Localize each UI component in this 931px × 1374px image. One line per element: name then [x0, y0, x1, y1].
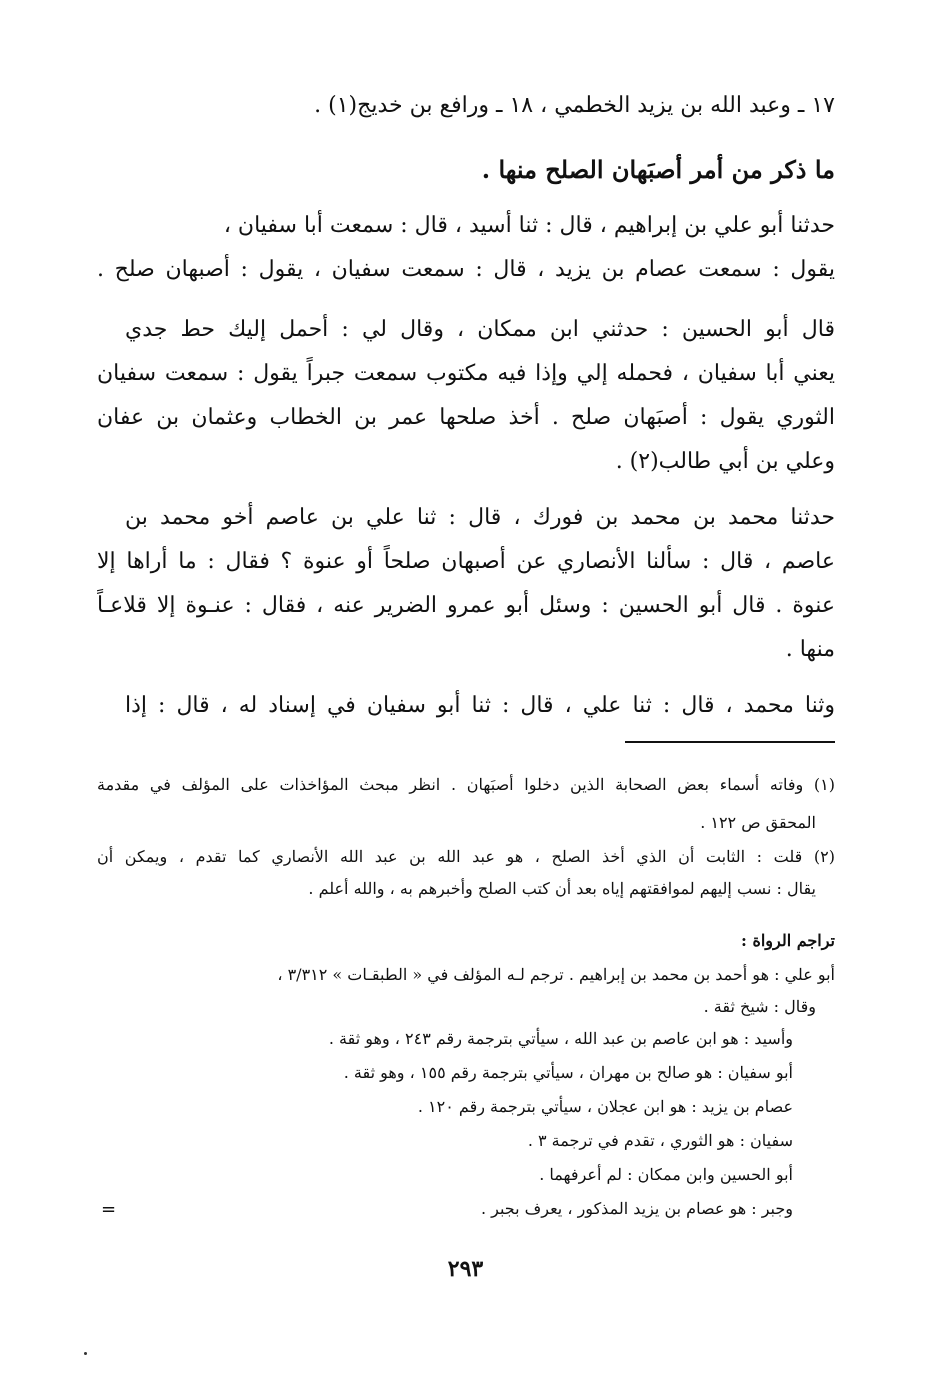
narrator-item: أبو الحسين وابن ممكان : لم أعرفهما .: [539, 1165, 793, 1184]
narrators-heading: تراجم الرواة :: [740, 931, 835, 950]
paragraph-2-line-2: يعني أبا سفيان ، فحمله إلي وإذا فيه مكتوب سمعت جبراً يقول : سمعت سفيان: [97, 361, 835, 386]
section-heading: ما ذكر من أمر أصبَهان الصلح منها .: [481, 155, 835, 184]
paragraph-2-line-1: قال أبو الحسين : حدثني ابن ممكان ، وقال لي : أحمل إليك حط جدي: [125, 317, 835, 342]
footnote-2-line-1: (٢) قلت : الثابت أن الذي أخذ الصلح ، هو عبد الله بن عبد الله الأنصاري كما تقدم ، ويمكن أن: [97, 847, 835, 866]
paragraph-1-line-2: يقول : سمعت عصام بن يزيد ، قال : سمعت سفيان ، يقول : أصبهان صلح .: [97, 257, 835, 282]
narrator-item: سفيان : هو الثوري ، تقدم في ترجمة ٣ .: [527, 1131, 793, 1150]
continuation-mark: =: [101, 1199, 117, 1220]
narrator-item: وجبر : هو عصام بن يزيد المذكور ، يعرف بجبر .: [480, 1199, 793, 1218]
footnote-separator: [625, 741, 835, 743]
page-number: ٢٩٣: [447, 1256, 484, 1282]
top-line: ١٧ ـ وعبد الله بن يزيد الخطمي ، ١٨ ـ ورافع بن خديج(١) .: [314, 93, 835, 118]
paragraph-4-line-1: وثنا محمد ، قال : ثنا علي ، قال : ثنا أبو سفيان في إسناد له ، قال : إذا: [125, 693, 835, 718]
narrator-first-line-1: أبو علي : هو أحمد بن محمد بن إبراهيم . ترجم لـه المؤلف في « الطبقـات » ٣/٣١٢ ،: [277, 965, 835, 984]
narrator-item: أبو سفيان : هو صالح بن مهران ، سيأتي بترجمة رقم ١٥٥ ، وهو ثقة .: [343, 1063, 793, 1082]
paragraph-2-line-4: وعلي بن أبي طالب(٢) .: [615, 449, 835, 474]
paragraph-3-line-2: عاصم ، قال : سألنا الأنصاري عن أصبهان صلحاً أو عنوة ؟ فقال : ما أراها إلا: [97, 549, 835, 574]
narrator-item: عصام بن يزيد : هو ابن عجلان ، سيأتي بترجمة رقم ١٢٠ .: [417, 1097, 793, 1116]
footnote-2-line-2: يقال : نسب إليهم لموافقتهم إياه بعد أن كتب الصلح وأخبرهم به ، والله أعلم .: [308, 879, 816, 898]
footnote-1-line-1: (١) وفاته أسماء بعض الصحابة الذين دخلوا أصبَهان . انظر مبحث المؤاخذات على المؤلف في مقدمة: [97, 775, 835, 794]
paragraph-3-line-3: عنوة . قال أبو الحسين : وسئل أبو عمرو الضرير عنه ، فقال : عنـوة إلا قلاعـاً: [97, 593, 835, 618]
paragraph-3-line-4: منها .: [785, 637, 835, 662]
narrator-item: وأسيد : هو ابن عاصم بن عبد الله ، سيأتي بترجمة رقم ٢٤٣ ، وهو ثقة .: [328, 1029, 793, 1048]
footnote-1-line-2: المحقق ص ١٢٢ .: [700, 813, 816, 832]
paragraph-2-line-3: الثوري يقول : أصبَهان صلح . أخذ صلحها عمر بن الخطاب وعثمان بن عفان: [97, 405, 835, 430]
narrator-first-line-2: وقال : شيخ ثقة .: [703, 997, 816, 1016]
scan-speck: [84, 1352, 87, 1355]
paragraph-1-line-1: حدثنا أبو علي بن إبراهيم ، قال : ثنا أسيد ، قال : سمعت أبا سفيان ،: [223, 213, 835, 238]
paragraph-3-line-1: حدثنا محمد بن محمد بن فورك ، قال : ثنا علي بن عاصم أخو محمد بن: [125, 505, 835, 530]
